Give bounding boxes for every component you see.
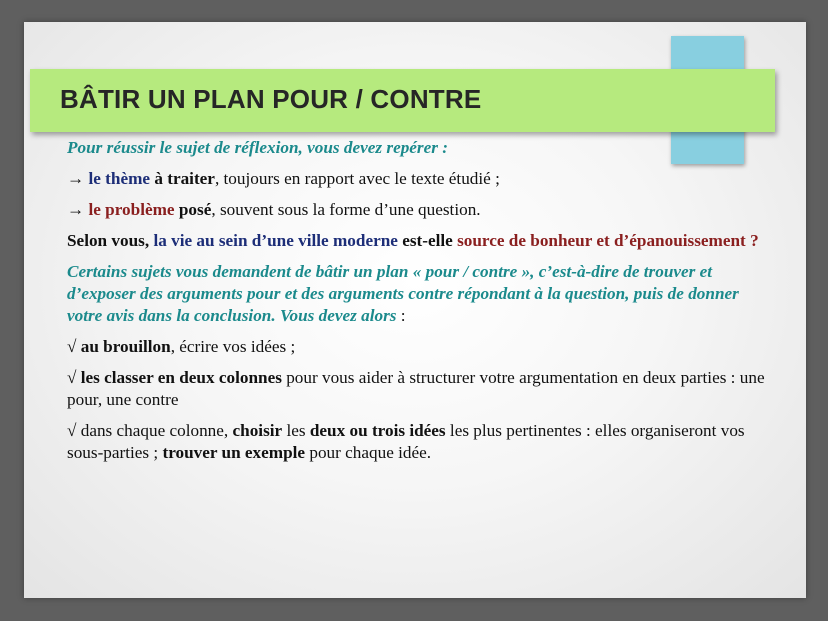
title-bar — [30, 69, 775, 132]
check-icon: √ — [67, 368, 81, 387]
question-part1: Selon vous, — [67, 231, 154, 250]
check-icon: √ — [67, 337, 81, 356]
step-2-rest: pour vous aider à structurer votre argumentation en deux parties : une pour, une contre — [67, 368, 765, 409]
question-part3: est-elle — [397, 231, 458, 250]
step-2-bold: les classer en deux colonnes — [80, 368, 282, 387]
slide-body — [67, 137, 767, 473]
explanation-colon: : — [396, 306, 406, 325]
question-paragraph — [67, 230, 767, 252]
step-1-rest: , écrire vos idées ; — [170, 337, 296, 356]
arrow-icon: → — [67, 169, 85, 188]
explanation-paragraph — [67, 261, 767, 327]
step-1-bold: au brouillon — [80, 337, 171, 356]
question-subject: la vie au sein d’une ville moderne — [153, 231, 398, 250]
step-3 — [67, 420, 767, 464]
step-3-text3: les plus pertinentes : elles organiseront vos sous-parties ; — [67, 421, 745, 462]
question-object: source de bonheur et d’épanouissement ? — [457, 231, 759, 250]
step-2 — [67, 367, 767, 411]
page-title: BÂTIR UN PLAN POUR / CONTRE — [60, 84, 482, 114]
arrow-icon: → — [67, 200, 85, 219]
check-icon: √ — [67, 421, 81, 440]
step-3-bold3: trouver un exemple — [162, 443, 306, 462]
step-3-bold2: deux ou trois idées — [309, 421, 446, 440]
probleme-keyword: le problème — [88, 200, 175, 219]
intro-text: Pour réussir le sujet de réflexion, vous devez repérer : — [67, 138, 448, 157]
step-3-bold1: choisir — [232, 421, 283, 440]
step-3-text4: pour chaque idée. — [305, 443, 432, 462]
intro-paragraph — [67, 137, 767, 159]
step-1 — [67, 336, 767, 358]
item-probleme — [67, 199, 767, 221]
item-theme — [67, 168, 767, 190]
theme-rest: , toujours en rapport avec le texte étudié ; — [214, 169, 500, 188]
probleme-verb: posé — [178, 200, 212, 219]
theme-keyword: le thème — [88, 169, 151, 188]
step-3-text2: les — [282, 421, 310, 440]
probleme-rest: , souvent sous la forme d’une question. — [211, 200, 481, 219]
step-3-text1: dans chaque colonne, — [80, 421, 233, 440]
theme-verb: à traiter — [154, 169, 215, 188]
explanation-text: Certains sujets vous demandent de bâtir un plan « pour / contre », c’est-à-dire de trouver et d’exposer des arguments pour et des arguments contre répondant à la question, puis de donner votre avis dans la conclusion. Vous devez alors — [67, 262, 739, 325]
